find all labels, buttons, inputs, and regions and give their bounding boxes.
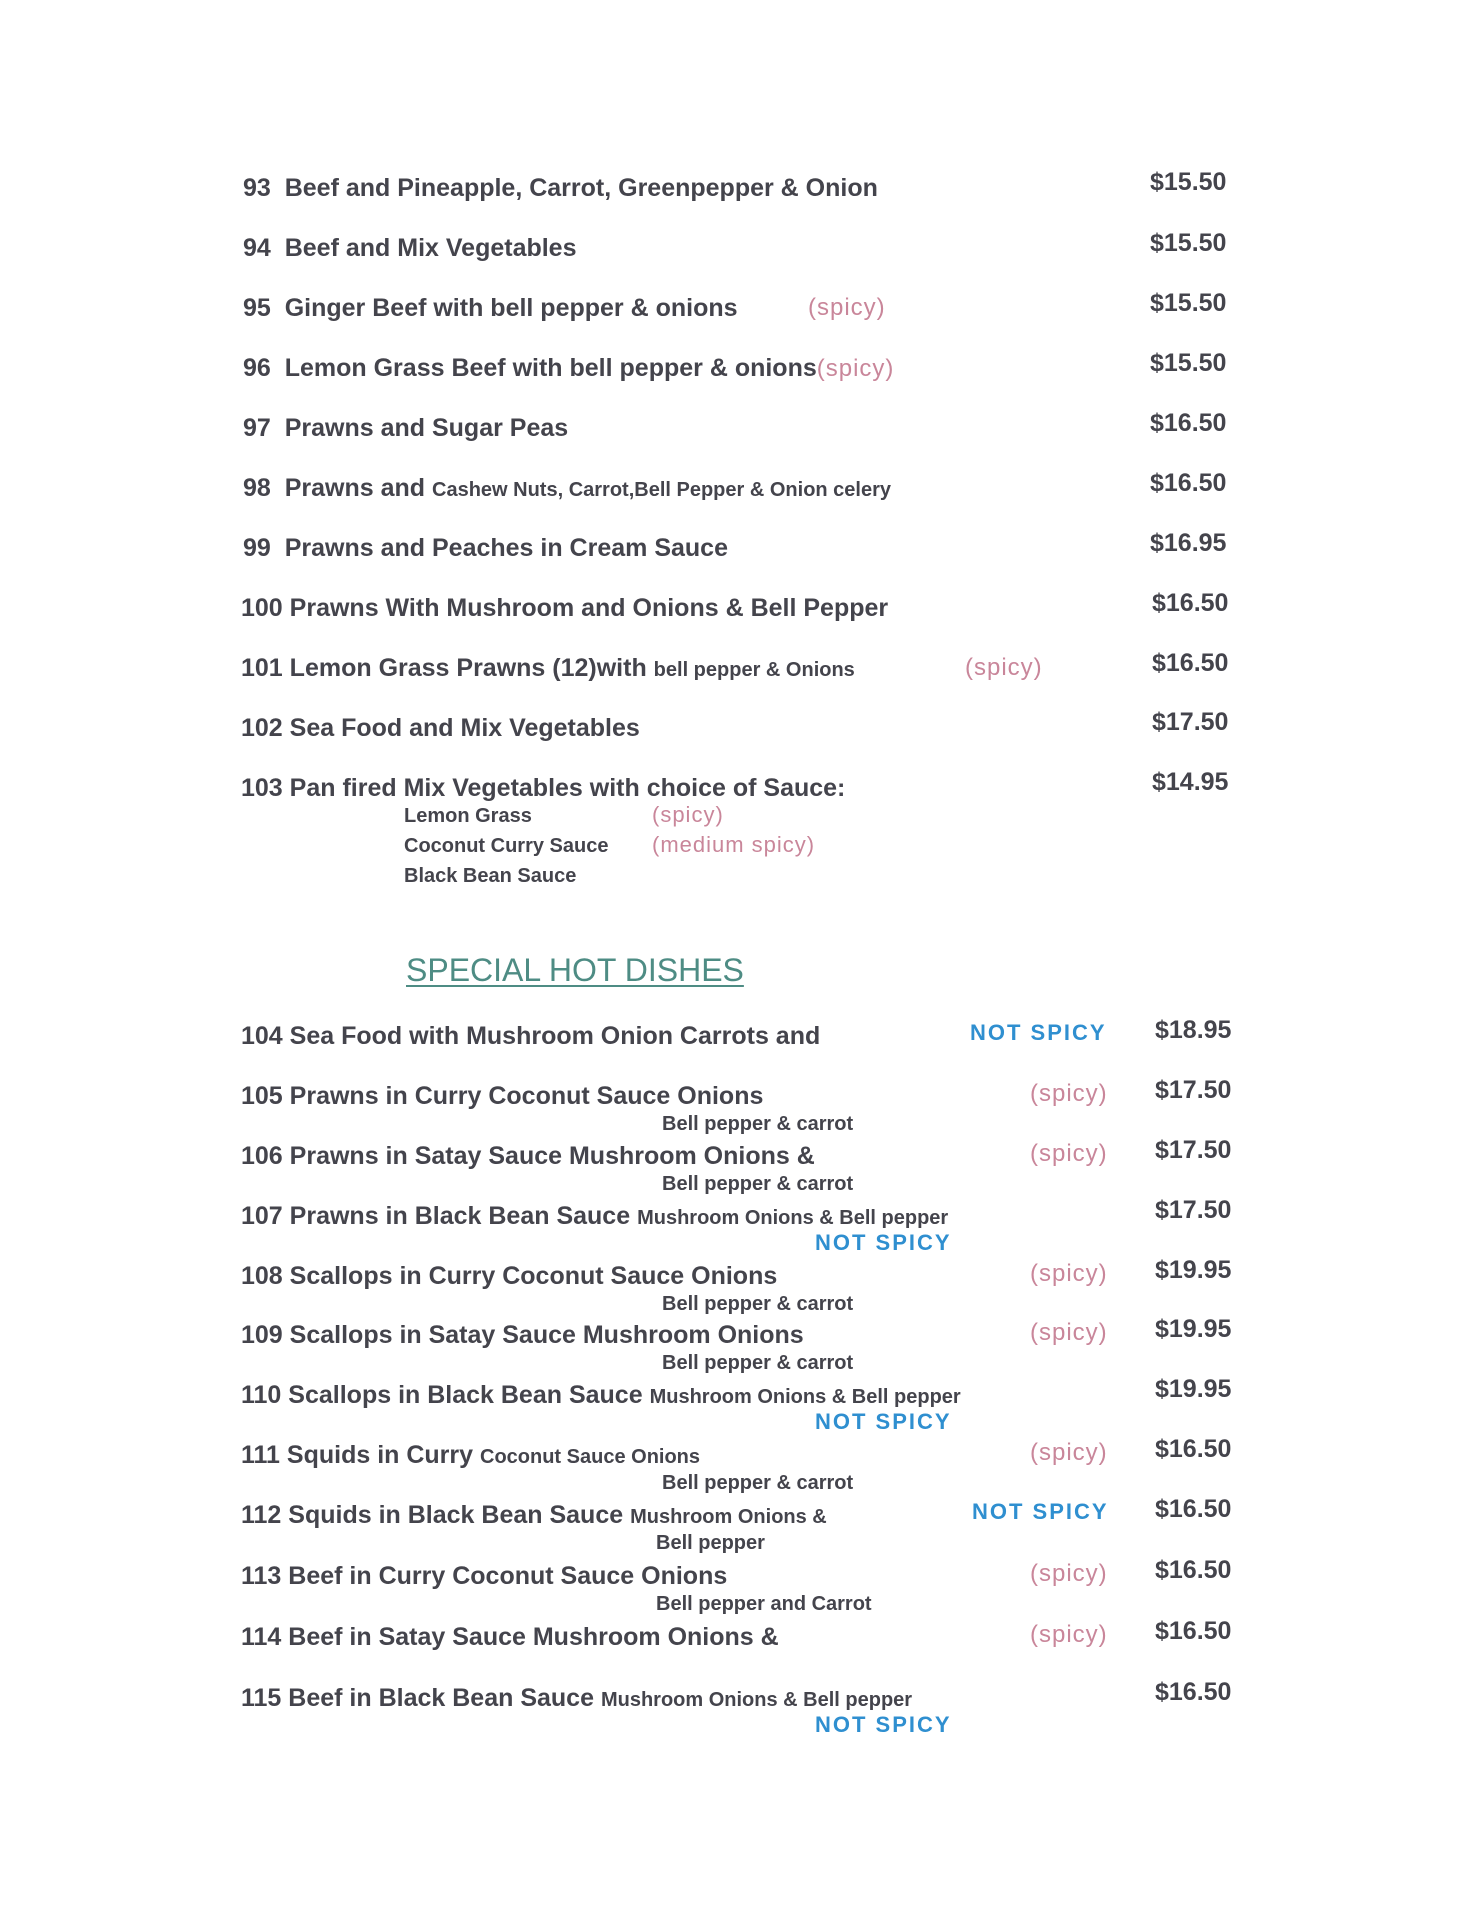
item-name: Prawns and Peaches in Cream Sauce <box>284 534 728 562</box>
sauce-option: Black Bean Sauce <box>404 865 577 887</box>
item-price: $19.95 <box>1155 1256 1232 1284</box>
item-price: $16.50 <box>1155 1556 1232 1584</box>
item-sub-detail: Bell pepper & carrot <box>662 1173 854 1195</box>
item-name: Prawns and <box>284 474 426 502</box>
item-name: Scallops in Curry Coconut Sauce Onions <box>289 1262 778 1290</box>
item-price: $16.50 <box>1155 1495 1232 1523</box>
menu-item-110 <box>241 1383 961 1408</box>
menu-item-112 <box>241 1503 827 1528</box>
item-name: Scallops in Satay Sauce Mushroom Onions <box>289 1321 804 1349</box>
item-number: 108 <box>241 1262 283 1290</box>
item-name: Prawns With Mushroom and Onions & Bell Pepper <box>289 594 889 622</box>
item-price: $16.50 <box>1152 589 1229 617</box>
item-sub-detail: Bell pepper <box>656 1532 765 1554</box>
item-number: 112 <box>241 1501 282 1529</box>
item-name: Ginger Beef with bell pepper & onions <box>284 294 738 322</box>
item-number: 113 <box>241 1562 282 1590</box>
item-number: 93 <box>243 174 271 202</box>
item-price: $19.95 <box>1155 1315 1232 1343</box>
item-price: $16.95 <box>1150 529 1227 557</box>
item-price: $15.50 <box>1150 229 1227 257</box>
menu-item-106 <box>241 1144 815 1169</box>
spicy-note: (spicy) <box>965 654 1043 681</box>
item-name-detail: Mushroom Onions & <box>630 1506 827 1528</box>
item-name: Prawns and Sugar Peas <box>284 414 569 442</box>
menu-item-113 <box>241 1564 727 1589</box>
item-sub-detail: Bell pepper & carrot <box>662 1352 854 1374</box>
item-name: Squids in Curry <box>286 1441 474 1469</box>
item-name: Sea Food with Mushroom Onion Carrots and <box>289 1022 821 1050</box>
item-number: 101 <box>241 654 283 682</box>
menu-item-98 <box>243 476 891 501</box>
menu-item-101 <box>241 656 855 681</box>
spicy-note: (spicy) <box>1030 1439 1108 1466</box>
item-sub-detail: Bell pepper & carrot <box>662 1472 854 1494</box>
menu-item-100 <box>241 596 888 621</box>
item-price: $18.95 <box>1155 1016 1232 1044</box>
item-number: 105 <box>241 1082 283 1110</box>
menu-item-115 <box>241 1686 912 1711</box>
item-price: $19.95 <box>1155 1375 1232 1403</box>
menu-item-108 <box>241 1264 777 1289</box>
menu-item-93 <box>243 176 878 201</box>
menu-item-97 <box>243 416 568 441</box>
item-name-detail: Mushroom Onions & Bell pepper <box>600 1689 913 1711</box>
not-spicy-label: NOT SPICY <box>972 1499 1109 1524</box>
item-price: $17.50 <box>1155 1196 1232 1224</box>
menu-item-105 <box>241 1084 763 1109</box>
item-number: 97 <box>243 414 271 442</box>
item-price: $16.50 <box>1155 1617 1232 1645</box>
item-price: $16.50 <box>1150 469 1227 497</box>
item-number: 103 <box>241 774 283 802</box>
item-name: Prawns in Black Bean Sauce <box>289 1202 631 1230</box>
item-name: Beef and Mix Vegetables <box>284 234 577 262</box>
item-number: 111 <box>241 1441 280 1469</box>
item-name: Squids in Black Bean Sauce <box>288 1501 624 1529</box>
item-number: 96 <box>243 354 271 382</box>
item-number: 94 <box>243 234 271 262</box>
item-price: $16.50 <box>1155 1678 1232 1706</box>
item-name: Beef in Satay Sauce Mushroom Onions & <box>288 1623 779 1651</box>
item-number: 107 <box>241 1202 283 1230</box>
item-sub-detail: Bell pepper & carrot <box>662 1293 854 1315</box>
item-number: 104 <box>241 1022 283 1050</box>
item-price: $15.50 <box>1150 349 1227 377</box>
item-number: 106 <box>241 1142 283 1170</box>
item-price: $17.50 <box>1152 708 1229 736</box>
item-sub-detail: Bell pepper and Carrot <box>656 1593 872 1615</box>
item-name: Lemon Grass Beef with bell pepper & onions <box>284 354 817 382</box>
item-price: $16.50 <box>1155 1435 1232 1463</box>
spicy-note: (spicy) <box>1030 1260 1108 1287</box>
item-name-detail: Mushroom Onions & Bell pepper <box>649 1386 961 1408</box>
item-name: Scallops in Black Bean Sauce <box>288 1381 643 1409</box>
spicy-note: (medium spicy) <box>652 832 816 857</box>
menu-item-99 <box>243 536 728 561</box>
item-number: 95 <box>243 294 271 322</box>
item-sub-detail: Bell pepper & carrot <box>662 1113 854 1135</box>
sauce-option: Coconut Curry Sauce <box>404 835 609 857</box>
sauce-option: Lemon Grass <box>404 805 532 827</box>
item-name: Lemon Grass Prawns (12)with <box>289 654 647 682</box>
item-name: Beef in Curry Coconut Sauce Onions <box>288 1562 728 1590</box>
item-name-detail: Mushroom Onions & Bell pepper <box>637 1207 949 1229</box>
menu-item-103 <box>241 776 845 801</box>
item-price: $16.50 <box>1152 649 1229 677</box>
item-name-detail: Coconut Sauce Onions <box>480 1446 701 1468</box>
item-name: Prawns in Satay Sauce Mushroom Onions & <box>289 1142 815 1170</box>
menu-item-94 <box>243 236 577 261</box>
item-name: Beef and Pineapple, Carrot, Greenpepper & Onion <box>284 174 878 202</box>
menu-item-104 <box>241 1024 820 1049</box>
item-price: $15.50 <box>1150 168 1227 196</box>
menu-item-109 <box>241 1323 804 1348</box>
item-name-detail: bell pepper & Onions <box>653 659 855 681</box>
spicy-note: (spicy) <box>652 802 724 827</box>
spicy-note: (spicy) <box>808 294 886 321</box>
menu-item-111 <box>241 1443 700 1468</box>
item-name: Pan fired Mix Vegetables with choice of Sauce: <box>289 774 846 802</box>
not-spicy-label: NOT SPICY <box>970 1020 1107 1045</box>
spicy-note: (spicy) <box>1030 1621 1108 1648</box>
spicy-note: (spicy) <box>1030 1080 1108 1107</box>
spicy-note: (spicy) <box>1030 1560 1108 1587</box>
item-name-detail: Cashew Nuts, Carrot,Bell Pepper & Onion celery <box>432 479 892 501</box>
item-price: $16.50 <box>1150 409 1227 437</box>
item-number: 114 <box>241 1623 282 1651</box>
item-number: 115 <box>241 1684 282 1712</box>
item-price: $17.50 <box>1155 1136 1232 1164</box>
not-spicy-label: NOT SPICY <box>815 1712 952 1737</box>
item-number: 109 <box>241 1321 283 1349</box>
item-name: Beef in Black Bean Sauce <box>288 1684 594 1712</box>
menu-item-102 <box>241 716 640 741</box>
item-price: $14.95 <box>1152 768 1229 796</box>
item-number: 100 <box>241 594 283 622</box>
spicy-note: (spicy) <box>816 355 895 382</box>
spicy-note: (spicy) <box>1030 1319 1108 1346</box>
spicy-note: (spicy) <box>1030 1140 1108 1167</box>
menu-item-114 <box>241 1625 779 1650</box>
item-number: 99 <box>243 534 271 562</box>
item-name: Sea Food and Mix Vegetables <box>289 714 640 742</box>
menu-item-107 <box>241 1204 948 1229</box>
section-title: SPECIAL HOT DISHES <box>406 952 744 988</box>
menu-item-96 <box>243 356 894 381</box>
item-number: 98 <box>243 474 271 502</box>
not-spicy-label: NOT SPICY <box>815 1409 952 1434</box>
menu-item-95 <box>243 296 738 321</box>
item-price: $15.50 <box>1150 289 1227 317</box>
not-spicy-label: NOT SPICY <box>815 1230 952 1255</box>
item-number: 102 <box>241 714 283 742</box>
item-price: $17.50 <box>1155 1076 1232 1104</box>
item-name: Prawns in Curry Coconut Sauce Onions <box>289 1082 764 1110</box>
item-number: 110 <box>241 1381 282 1409</box>
